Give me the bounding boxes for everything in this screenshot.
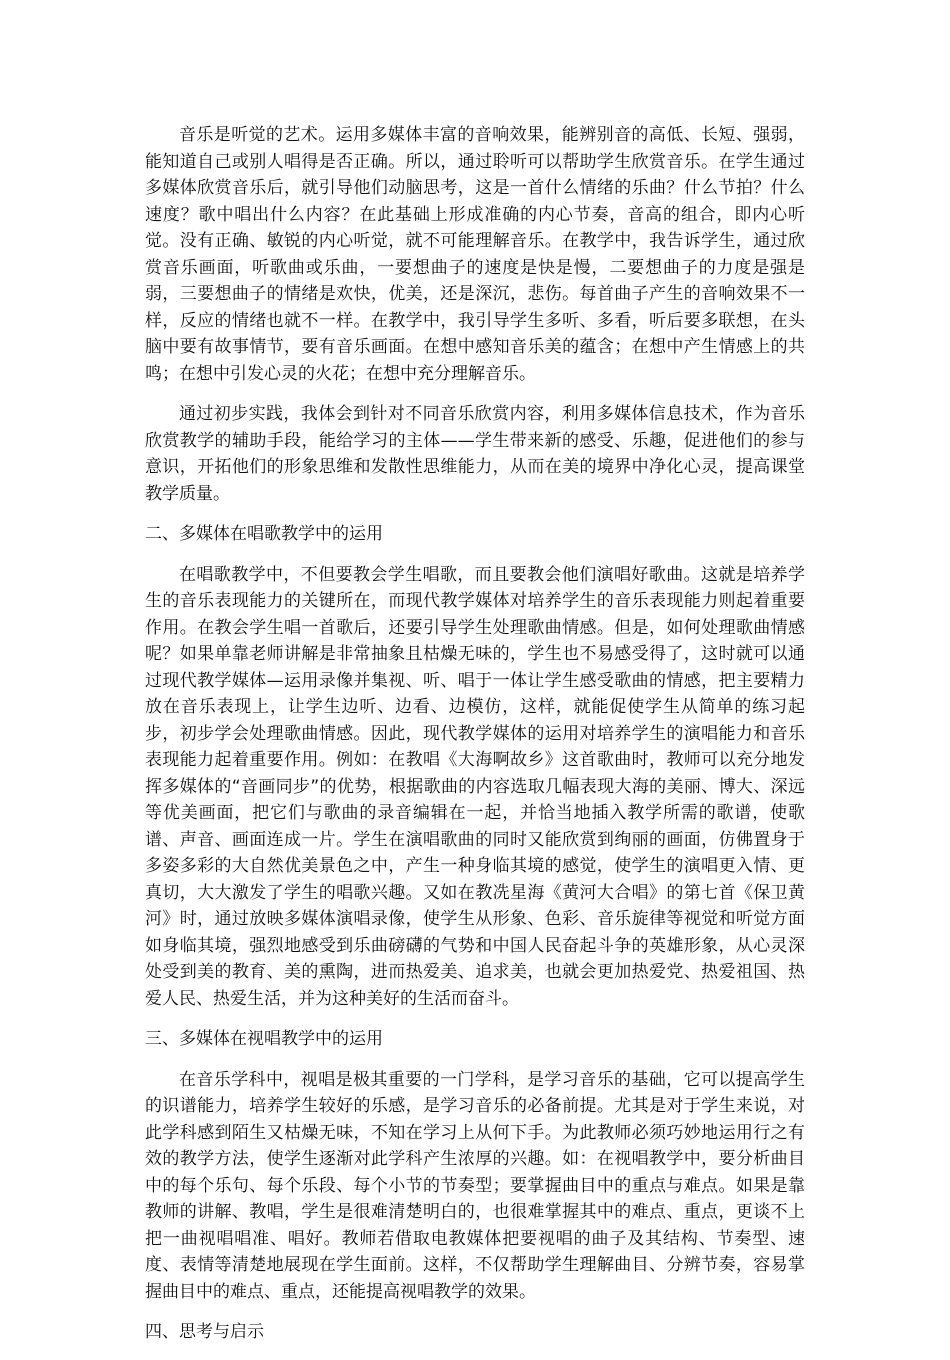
section-heading-reflection: 四、思考与启示 xyxy=(145,1322,264,1342)
section-heading-sight-singing: 三、多媒体在视唱教学中的运用 xyxy=(145,1029,383,1049)
document-page xyxy=(145,122,805,1360)
paragraph-singing-teaching: 在唱歌教学中，不但要教会学生唱歌，而且要教会他们演唱好歌曲。这就是培养学生的音乐表现能力的关键所在，而现代教学媒体对培养学生的音乐表现能力则起着重要作用。在教会学生唱一首歌后，还要引导学生处理歌曲情感。但是，如何处理歌曲情感呢？如果单靠老师讲解是非常抽象且枯燥无味的，学生也不易感受得了，这时就可以通过现代教学媒体—运用录像并集视、听、唱于一体让学生感受歌曲的情感，把主要精力放在音乐表现上，让学生边听、边看、边模仿，这样，就能促使学生从简单的练习起步，初步学会处理歌曲情感。因此，现代教学媒体的运用对培养学生的演唱能力和音乐表现能力起着重要作用。例如：在教唱《大海啊故乡》这首歌曲时，教师可以充分地发挥多媒体的“音画同步”的优势，根据歌曲的内容选取几幅表现大海的美丽、博大、深远等优美画面，把它们与歌曲的录音编辑在一起，并恰当地插入教学所需的歌谱，使歌谱、声音、画面连成一片。学生在演唱歌曲的同时又能欣赏到绚丽的画面，仿佛置身于多姿多彩的大自然优美景色之中，产生一种身临其境的感觉，使学生的演唱更入情、更真切，大大激发了学生的唱歌兴趣。又如在教冼星海《黄河大合唱》的第七首《保卫黄河》时，通过放映多媒体演唱录像，使学生从形象、色彩、音乐旋律等视觉和听觉方面如身临其境，强烈地感受到乐曲磅礴的气势和中国人民奋起斗争的英雄形象，从心灵深处受到美的教育、美的熏陶，进而热爱美、追求美，也就会更加热爱党、热爱祖国、热爱人民、热爱生活，并为这种美好的生活而奋斗。 xyxy=(145,564,805,1009)
paragraph-practice-summary: 通过初步实践，我体会到针对不同音乐欣赏内容，利用多媒体信息技术，作为音乐欣赏教学的辅助手段，能给学习的主体——学生带来新的感受、乐趣，促进他们的参与意识，开拓他们的形象思维和发散性思维能力，从而在美的境界中净化心灵，提高课堂教学质量。 xyxy=(145,404,805,504)
paragraph-listening-art: 音乐是听觉的艺术。运用多媒体丰富的音响效果，能辨别音的高低、长短、强弱，能知道自己或别人唱得是否正确。所以，通过聆听可以帮助学生欣赏音乐。在学生通过多媒体欣赏音乐后，就引导他们动脑思考，这是一首什么情绪的乐曲？什么节拍？什么速度？歌中唱出什么内容？在此基础上形成准确的内心节奏，音高的组合，即内心听觉。没有正确、敏锐的内心听觉，就不可能理解音乐。在教学中，我告诉学生，通过欣赏音乐画面，听歌曲或乐曲，一要想曲子的速度是快是慢，二要想曲子的力度是强是弱，三要想曲子的情绪是欢快，优美，还是深沉，悲伤。每首曲子产生的音响效果不一样，反应的情绪也就不一样。在教学中，我引导学生多听、多看，听后要多联想，在头脑中要有故事情节，要有音乐画面。在想中感知音乐美的蕴含；在想中产生情感上的共鸣；在想中引发心灵的火花；在想中充分理解音乐。 xyxy=(145,125,805,384)
paragraph-sight-singing: 在音乐学科中，视唱是极其重要的一门学科，是学习音乐的基础，它可以提高学生的识谱能力，培养学生较好的乐感，是学习音乐的必备前提。尤其是对于学生来说，对此学科感到陌生又枯燥无味，不知在学习上从何下手。为此教师必须巧妙地运用行之有效的教学方法，使学生逐渐对此学科产生浓厚的兴趣。如：在视唱教学中，要分析曲目中的每个乐句、每个乐段、每个小节的节奏型；要掌握曲目中的重点与难点。如果是靠教师的讲解、教唱，学生是很难清楚明白的，也很难掌握其中的难点、重点，更谈不上把一曲视唱唱准、唱好。教师若借取电教媒体把要视唱的曲子及其结构、节奏型、速度、表情等清楚地展现在学生面前。这样，不仅帮助学生理解曲目、分辨节奏，容易掌握曲目中的难点、重点，还能提高视唱教学的效果。 xyxy=(145,1069,805,1302)
section-heading-singing: 二、多媒体在唱歌教学中的运用 xyxy=(145,524,383,544)
